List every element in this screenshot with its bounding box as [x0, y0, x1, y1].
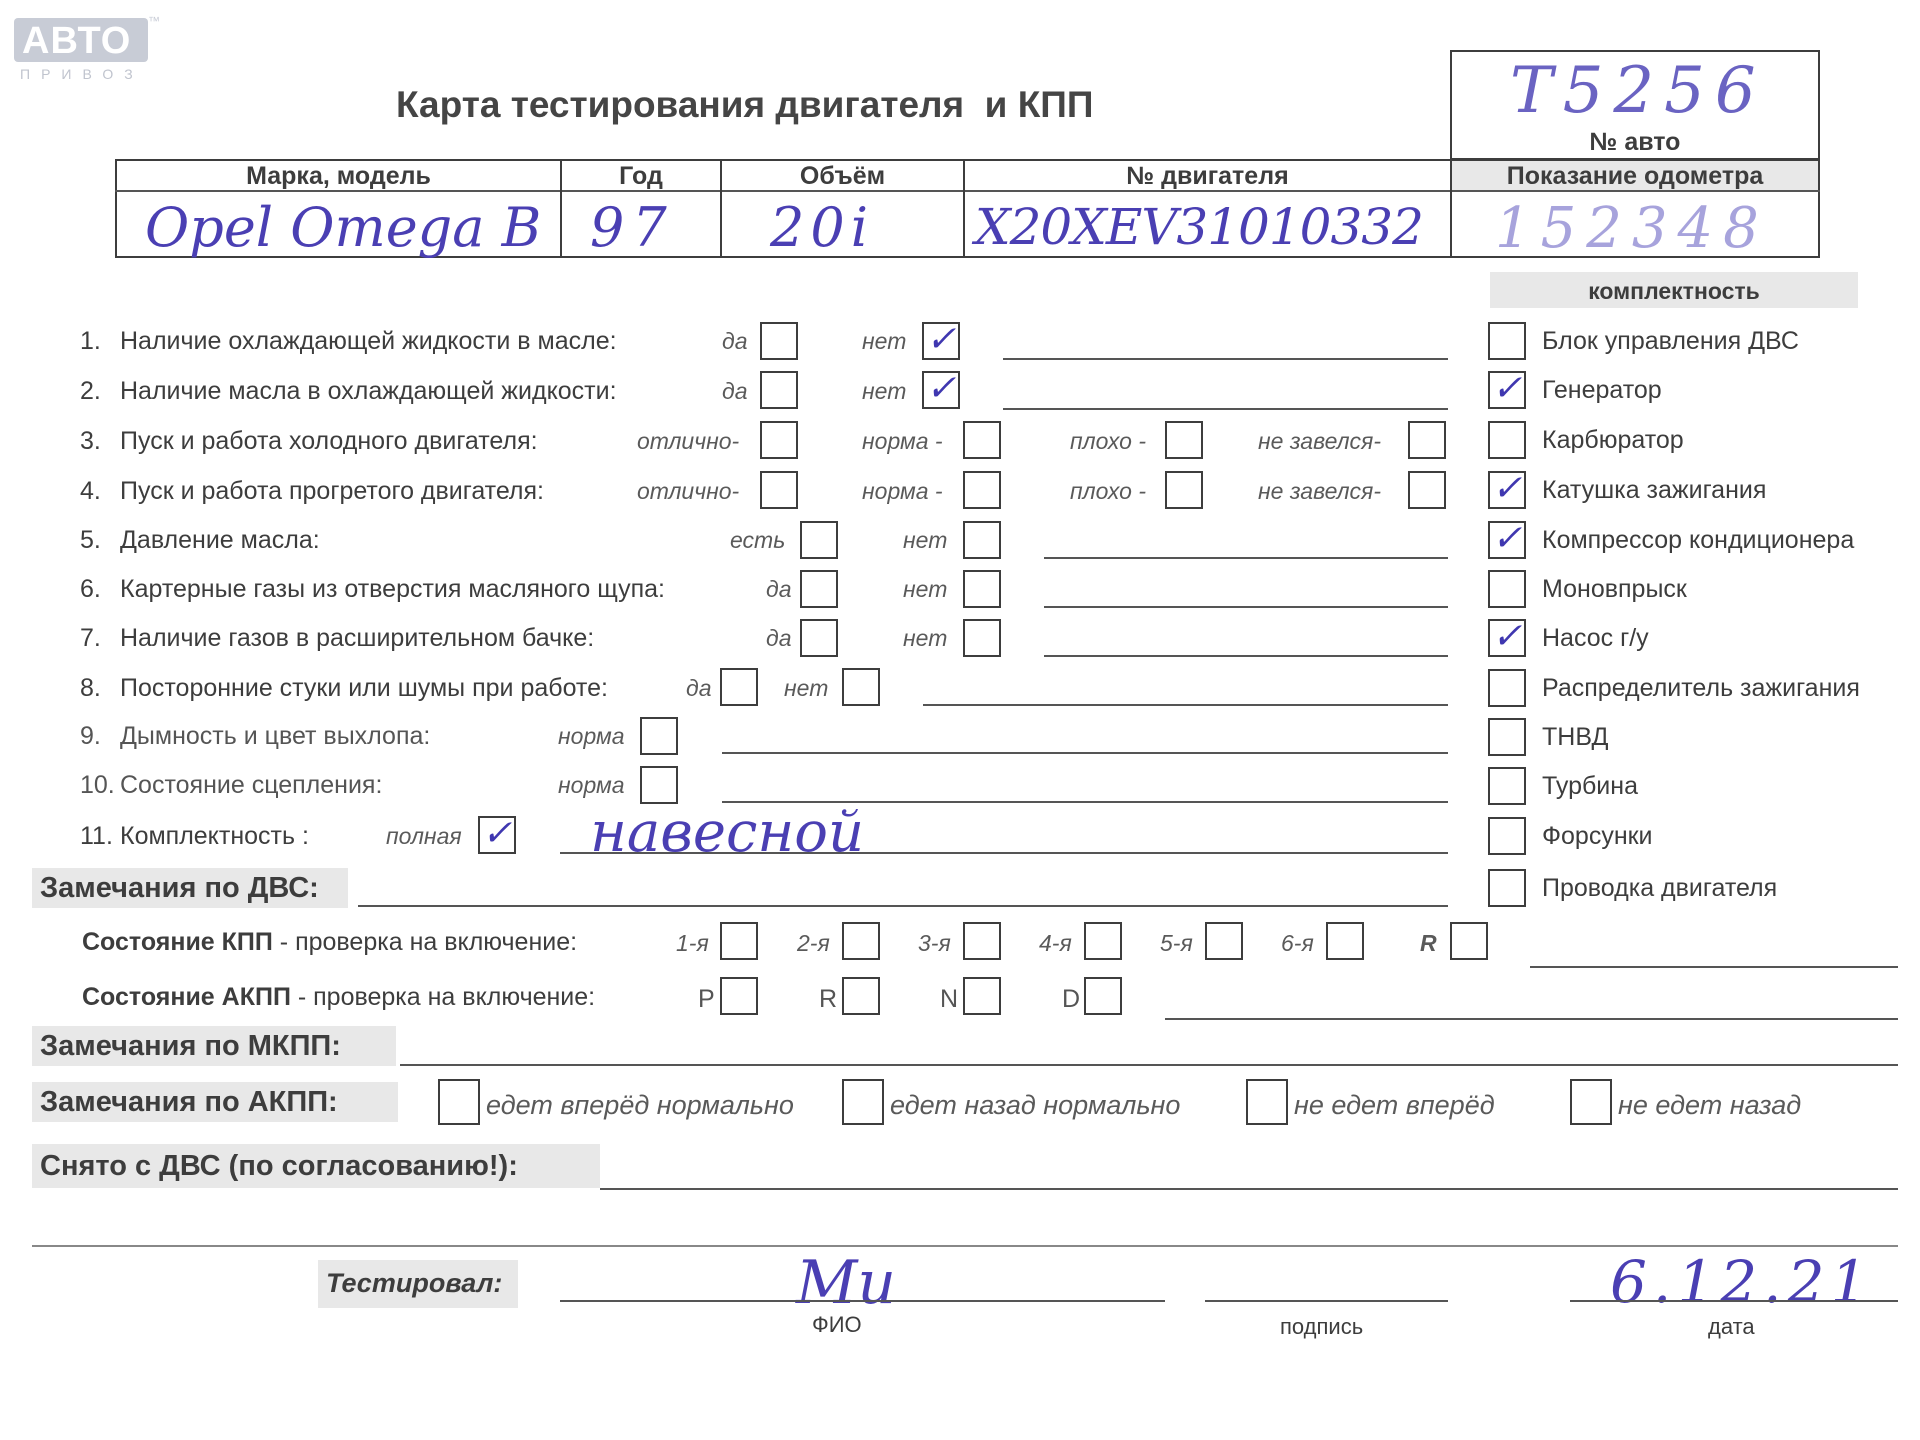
kit-label-generator: Генератор [1542, 376, 1662, 404]
option-label: норма [558, 772, 625, 798]
kit-checkbox-ignition-coil[interactable] [1488, 468, 1526, 509]
akpp-remarks-label: Замечания по АКПП: [40, 1086, 338, 1118]
question-text: Пуск и работа холодного двигателя: [120, 427, 538, 455]
kit-checkbox-carburetor[interactable] [1488, 421, 1526, 459]
question-number: 1. [80, 327, 101, 355]
answer-line [1044, 606, 1448, 608]
question-number: 7. [80, 624, 101, 652]
header-odometer: Показание одометра [1506, 162, 1764, 190]
kit-label-power-steering-pump: Насос г/у [1542, 624, 1649, 652]
kit-mark-ignition-coil: ✓ [1492, 468, 1523, 509]
q2-yes-checkbox[interactable] [760, 371, 798, 409]
kit-header-label: комплектность [1588, 278, 1760, 304]
kit-checkbox-ecu[interactable] [1488, 322, 1526, 360]
kit-checkbox-turbine[interactable] [1488, 767, 1526, 805]
akpp-label-rest: - проверка на включение: [290, 983, 596, 1011]
question-number: 6. [80, 575, 101, 603]
kit-checkbox-injection-pump[interactable] [1488, 718, 1526, 756]
akpp-gear-label: P [698, 985, 715, 1013]
akpp-gear-label: D [1062, 985, 1081, 1013]
q3-normal-checkbox[interactable] [963, 421, 1001, 459]
option-label: норма - [862, 478, 943, 504]
divider-line [32, 1245, 1898, 1247]
mkpp-remarks-label: Замечания по МКПП: [40, 1030, 341, 1062]
option-label: нет [903, 527, 948, 553]
auto-number-value: T5256 [1510, 54, 1766, 128]
auto-number-label: № авто [1589, 128, 1681, 156]
kit-label-injectors: Форсунки [1542, 822, 1653, 850]
akpp-label-bold: Состояние АКПП [82, 983, 291, 1011]
question-text: Наличие масла в охлаждающей жидкости: [120, 377, 617, 405]
date-line [1570, 1300, 1898, 1302]
q4-normal-checkbox[interactable] [963, 471, 1001, 509]
header-make-model: Марка, модель [246, 162, 431, 190]
kpp-label-bold: Состояние КПП [82, 928, 273, 956]
akpp-option-label: не едет назад [1618, 1090, 1802, 1120]
question-number: 2. [80, 377, 101, 405]
value-make-model: Opel Omega B [145, 196, 542, 259]
option-label: отлично- [637, 428, 740, 454]
option-label: не завелся- [1258, 478, 1382, 504]
kit-checkbox-engine-wiring[interactable] [1488, 869, 1526, 907]
fio-line [560, 1300, 1165, 1302]
dvs-remarks-label: Замечания по ДВС: [40, 872, 319, 904]
q9-normal-checkbox[interactable] [640, 717, 678, 755]
kpp-gear-r-checkbox[interactable] [1450, 922, 1488, 960]
q4-bad-checkbox[interactable] [1165, 471, 1203, 509]
akpp-no-backward-checkbox[interactable] [1570, 1079, 1612, 1125]
q10-normal-checkbox[interactable] [640, 766, 678, 804]
option-label: да [766, 576, 792, 602]
option-label: да [722, 378, 748, 404]
option-label: полная [386, 823, 462, 849]
kit-checkbox-distributor[interactable] [1488, 669, 1526, 707]
q3-no-start-checkbox[interactable] [1408, 421, 1446, 459]
tester-name: Ми [796, 1248, 897, 1318]
q7-no-checkbox[interactable] [963, 619, 1001, 657]
logo [14, 14, 160, 84]
kit-label-turbine: Турбина [1542, 772, 1638, 800]
akpp-gear-n-checkbox[interactable] [963, 977, 1001, 1015]
q2-no-checkbox[interactable] [922, 368, 960, 409]
question-text: Состояние сцепления: [120, 771, 383, 799]
removed-line [600, 1188, 1898, 1190]
kit-label-ignition-coil: Катушка зажигания [1542, 476, 1767, 504]
akpp-forward-ok-checkbox[interactable] [438, 1079, 480, 1125]
header-year: Год [619, 162, 663, 190]
akpp-gear-label: N [940, 985, 959, 1013]
value-year: 97 [590, 196, 675, 259]
signature-caption: подпись [1280, 1314, 1364, 1339]
question-text: Комплектность : [120, 822, 309, 850]
akpp-gear-label: R [819, 985, 838, 1013]
answer-line [722, 752, 1448, 754]
kpp-gear-6-checkbox[interactable] [1326, 922, 1364, 960]
gear-label: 3-я [918, 930, 951, 956]
question-number: 8. [80, 674, 101, 702]
answer-line [1003, 408, 1448, 410]
question-text: Наличие газов в расширительном бачке: [120, 624, 595, 652]
answer-line [1044, 557, 1448, 559]
kit-label-carburetor: Карбюратор [1542, 426, 1684, 454]
option-label: нет [784, 675, 829, 701]
test-date: 6.12.21 [1610, 1248, 1874, 1316]
logo-tm: ™ [148, 14, 160, 28]
value-volume: 20i [770, 196, 874, 259]
option-label: да [766, 625, 792, 651]
signature-line [1205, 1300, 1448, 1302]
kit-label-ac-compressor: Компрессор кондиционера [1542, 526, 1855, 554]
kit-label-engine-wiring: Проводка двигателя [1542, 874, 1778, 902]
kpp-line [1530, 966, 1898, 968]
q5-yes-checkbox[interactable] [800, 521, 838, 559]
akpp-option-label: едет назад нормально [890, 1090, 1181, 1120]
kpp-label-rest: - проверка на включение: [272, 928, 578, 956]
kpp-gear-5-checkbox[interactable] [1205, 922, 1243, 960]
akpp-gear-d-checkbox[interactable] [1084, 977, 1122, 1015]
fio-caption: ФИО [812, 1312, 862, 1337]
answer-line [560, 852, 1448, 854]
option-label: плохо - [1070, 478, 1146, 504]
kpp-gear-2-checkbox[interactable] [842, 922, 880, 960]
akpp-line [1165, 1018, 1898, 1020]
question-number: 5. [80, 526, 101, 554]
q8-no-checkbox[interactable] [842, 668, 880, 706]
q2-no-mark: ✓ [926, 368, 957, 409]
dvs-remarks-line [358, 905, 1448, 907]
option-label: есть [730, 527, 786, 553]
question-number: 4. [80, 477, 101, 505]
date-caption: дата [1708, 1314, 1755, 1339]
q6-yes-checkbox[interactable] [800, 570, 838, 608]
option-label: отлично- [637, 478, 740, 504]
page-title: Карта тестирования двигателя и КПП [396, 84, 1094, 125]
option-label: не завелся- [1258, 428, 1382, 454]
q6-no-checkbox[interactable] [963, 570, 1001, 608]
kit-checkbox-mono-injection[interactable] [1488, 570, 1526, 608]
option-label: нет [862, 328, 907, 354]
akpp-no-forward-checkbox[interactable] [1246, 1079, 1288, 1125]
kit-mark-ac-compressor: ✓ [1492, 518, 1523, 559]
kpp-gear-4-checkbox[interactable] [1084, 922, 1122, 960]
option-label: нет [862, 378, 907, 404]
gear-label: R [1420, 930, 1437, 956]
question-text: Давление масла: [120, 526, 320, 554]
q1-no-mark: ✓ [926, 319, 957, 360]
removed-label: Снято с ДВС (по согласованию!): [40, 1150, 518, 1182]
value-engine-number: X20XEV31010332 [975, 198, 1423, 256]
gear-label: 2-я [797, 930, 830, 956]
akpp-gear-p-checkbox[interactable] [720, 977, 758, 1015]
question-text: Картерные газы из отверстия масляного щупа: [120, 575, 665, 603]
akpp-gear-r-checkbox[interactable] [842, 977, 880, 1015]
question-text: Посторонние стуки или шумы при работе: [120, 674, 608, 702]
kit-checkbox-generator[interactable] [1488, 368, 1526, 409]
kit-mark-generator: ✓ [1492, 368, 1523, 409]
option-label: да [722, 328, 748, 354]
kit-checkbox-injectors[interactable] [1488, 817, 1526, 855]
kit-checkbox-power-steering-pump[interactable] [1488, 616, 1526, 657]
answer-line [1003, 358, 1448, 360]
logo-brand: АВТО [22, 20, 132, 62]
kit-checkbox-ac-compressor[interactable] [1488, 518, 1526, 559]
mkpp-remarks-line [400, 1064, 1898, 1066]
q4-excellent-checkbox[interactable] [760, 471, 798, 509]
kit-label-mono-injection: Моновпрыск [1542, 575, 1687, 603]
kit-label-ecu: Блок управления ДВС [1542, 327, 1799, 355]
question-text: Наличие охлаждающей жидкости в масле: [120, 327, 617, 355]
q1-yes-checkbox[interactable] [760, 322, 798, 360]
question-number: 3. [80, 427, 101, 455]
akpp-option-label: едет вперёд нормально [486, 1090, 794, 1120]
q4-no-start-checkbox[interactable] [1408, 471, 1446, 509]
q11-full-mark: ✓ [482, 813, 513, 854]
kpp-gear-3-checkbox[interactable] [963, 922, 1001, 960]
q3-excellent-checkbox[interactable] [760, 421, 798, 459]
question-text: Дымность и цвет выхлопа: [120, 722, 431, 750]
option-label: плохо - [1070, 428, 1146, 454]
option-label: нет [903, 576, 948, 602]
q5-no-checkbox[interactable] [963, 521, 1001, 559]
q8-yes-checkbox[interactable] [720, 668, 758, 706]
kpp-label [82, 928, 577, 957]
option-label: норма [558, 723, 625, 749]
kpp-gear-1-checkbox[interactable] [720, 922, 758, 960]
gear-label: 5-я [1160, 930, 1193, 956]
gear-label: 6-я [1281, 930, 1314, 956]
answer-line [923, 704, 1448, 706]
q11-full-checkbox[interactable] [478, 813, 516, 854]
kit-label-injection-pump: ТНВД [1542, 723, 1609, 751]
gear-label: 1-я [676, 930, 709, 956]
kit-label-distributor: Распределитель зажигания [1542, 674, 1860, 702]
question-number: 11. [80, 822, 113, 850]
q1-no-checkbox[interactable] [922, 319, 960, 360]
akpp-label [82, 983, 595, 1012]
option-label: норма - [862, 428, 943, 454]
header-volume: Объём [799, 162, 886, 190]
question-text: Пуск и работа прогретого двигателя: [120, 477, 544, 505]
option-label: да [686, 675, 712, 701]
akpp-backward-ok-checkbox[interactable] [842, 1079, 884, 1125]
kit-mark-power-steering-pump: ✓ [1492, 616, 1523, 657]
q7-yes-checkbox[interactable] [800, 619, 838, 657]
q3-bad-checkbox[interactable] [1165, 421, 1203, 459]
value-odometer: 152348 [1495, 196, 1769, 261]
header-engine-number: № двигателя [1126, 162, 1289, 190]
logo-sub: ПРИВОЗ [20, 66, 144, 82]
option-label: нет [903, 625, 948, 651]
akpp-option-label: не едет вперёд [1294, 1090, 1495, 1120]
answer-line [1044, 655, 1448, 657]
q11-note: навесной [590, 800, 865, 865]
tested-label: Тестировал: [326, 1268, 503, 1298]
question-number: 9. [80, 722, 101, 750]
gear-label: 4-я [1039, 930, 1072, 956]
question-number: 10. [80, 771, 115, 799]
